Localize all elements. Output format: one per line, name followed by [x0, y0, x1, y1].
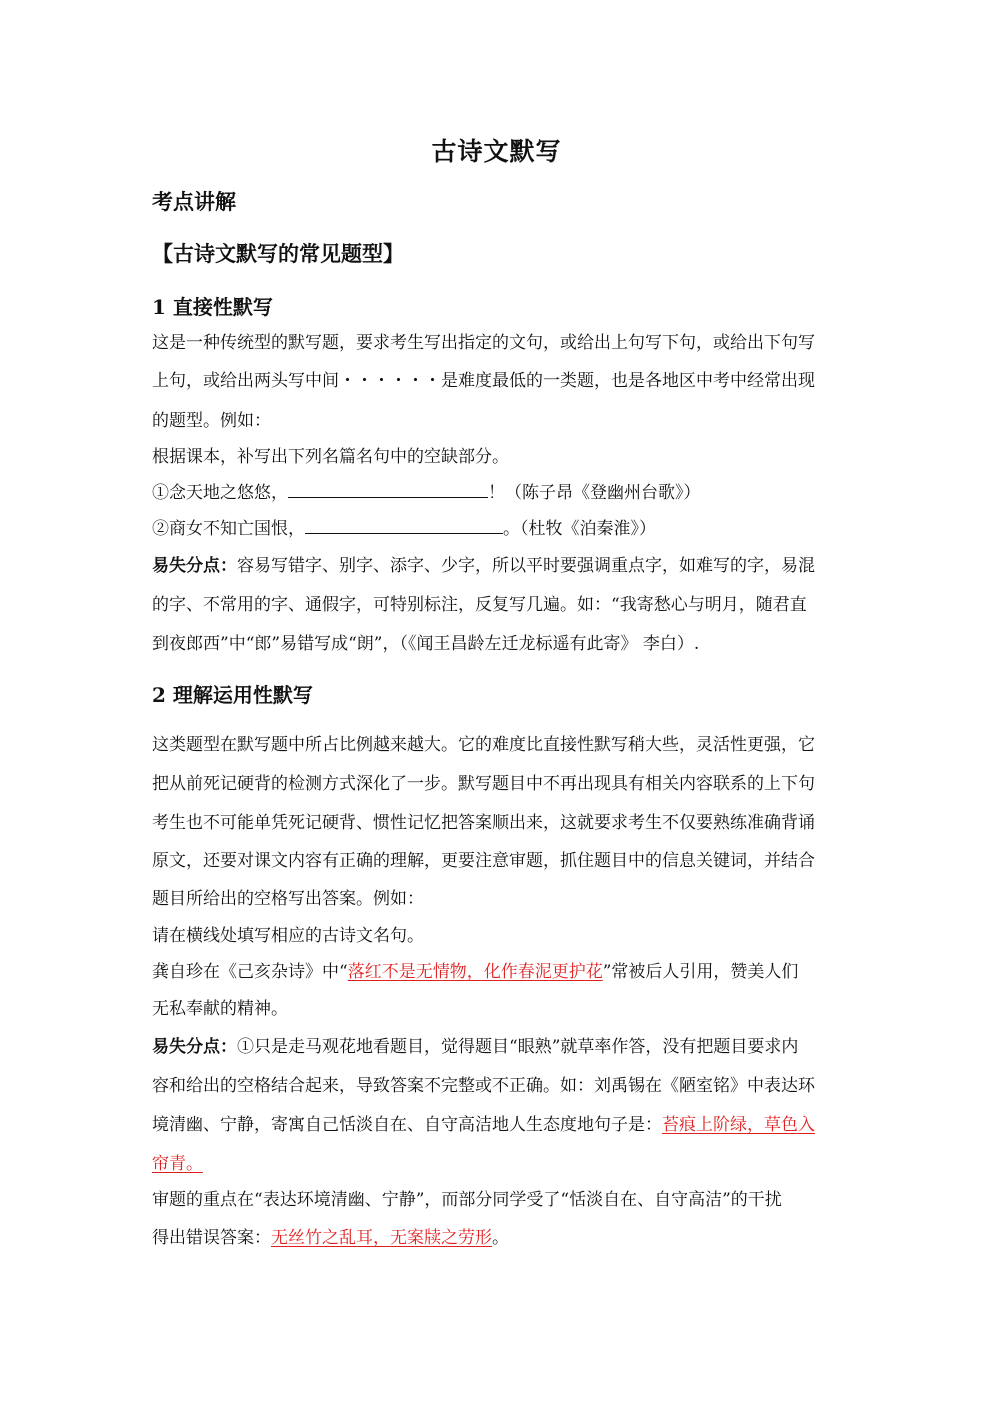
tip-label: 易失分点： [152, 1037, 237, 1057]
question-text: ②商女不知亡国恨， [152, 519, 305, 539]
answer-text: 无丝竹之乱耳，无案牍之劳形 [271, 1228, 492, 1248]
paragraph-line: 无私奉献的精神。 [152, 999, 288, 1019]
tip-line [152, 1114, 844, 1136]
answer-text: 帘青。 [152, 1154, 203, 1174]
paragraph-line: 考生也不可能单凭死记硬背、惯性记忆把答案顺出来，这就要求考生不仅要熟练准确背诵 [152, 813, 815, 833]
paragraph-line: 容和给出的空格结合起来，导致答案不完整或不正确。如：刘禹锡在《陋室铭》中表达环 [152, 1076, 815, 1096]
question-text: ①念天地之悠悠， [152, 483, 288, 503]
tip-label: 易失分点： [152, 556, 237, 576]
paragraph-line: 请在横线处填写相应的古诗文名句。 [152, 926, 424, 946]
answer-text: 落红不是无情物，化作春泥更护花 [347, 962, 603, 982]
paragraph-line: 上句，或给出两头写中间・・・・・・是难度最低的一类题，也是各地区中考中经常出现 [152, 371, 815, 391]
paragraph-line: 根据课本，补写出下列名篇名句中的空缺部分。 [152, 447, 509, 467]
paragraph-line: 审题的重点在“表达环境清幽、宁静”，而部分同学受了“恬淡自在、自守高洁”的干扰 [152, 1190, 782, 1210]
tip-line [152, 1153, 844, 1175]
example-text: 龚自珍在《己亥杂诗》中“ [152, 962, 348, 982]
question-source: ！（陈子昂《登幽州台歌》） [488, 483, 701, 503]
paragraph-line: 原文，还要对课文内容有正确的理解，更要注意审题，抓住题目中的信息关键词，并结合 [152, 851, 815, 871]
section-heading: 考点讲解 [152, 189, 236, 214]
tip-line [152, 1227, 844, 1249]
tip-text: 境清幽、宁静，寄寓自己恬淡自在、自守高洁地人生态度地句子是： [152, 1115, 662, 1135]
question-source: 。（杜牧《泊秦淮》） [503, 519, 656, 539]
question-1 [152, 482, 844, 504]
subheading: 【古诗文默写的常见题型】 [152, 241, 404, 266]
example-text: ”常被后人引用，赞美人们 [602, 962, 799, 982]
paragraph-line: 这是一种传统型的默写题，要求考生写出指定的文句，或给出上句写下句，或给出下句写 [152, 333, 815, 353]
paragraph-line: 这类题型在默写题中所占比例越来越大。它的难度比直接性默写稍大些，灵活性更强，它 [152, 735, 815, 755]
answer-text: 苔痕上阶绿，草色入 [662, 1115, 815, 1135]
section-2-heading: 2 理解运用性默写 [152, 683, 313, 707]
tip-line [152, 555, 844, 577]
page-title: 古诗文默写 [431, 137, 562, 166]
tip-text: 容易写错字、别字、添字、少字，所以平时要强调重点字，如难写的字，易混 [237, 556, 815, 576]
paragraph-line: 的题型。例如： [152, 411, 271, 431]
tip-line [152, 1036, 844, 1058]
answer-blank [288, 483, 488, 498]
answer-blank [305, 519, 503, 534]
question-2 [152, 518, 844, 540]
paragraph-line: 的字、不常用的字、通假字，可特别标注，反复写几遍。如：“我寄愁心与明月，随君直 [152, 595, 807, 615]
tip-text: 得出错误答案： [152, 1228, 271, 1248]
tip-text: 。 [492, 1228, 509, 1248]
section-1-heading: 1 直接性默写 [152, 295, 273, 319]
tip-text: ①只是走马观花地看题目，觉得题目“眼熟”就草率作答，没有把题目要求内 [237, 1037, 799, 1057]
paragraph-line: 把从前死记硬背的检测方式深化了一步。默写题目中不再出现具有相关内容联系的上下句 [152, 774, 815, 794]
example-line [152, 961, 844, 983]
paragraph-line: 题目所给出的空格写出答案。例如： [152, 889, 424, 909]
paragraph-line: 到夜郎西”中“郎”易错写成“朗”，（《闻王昌龄左迁龙标遥有此寄》 李白）. [152, 634, 700, 654]
